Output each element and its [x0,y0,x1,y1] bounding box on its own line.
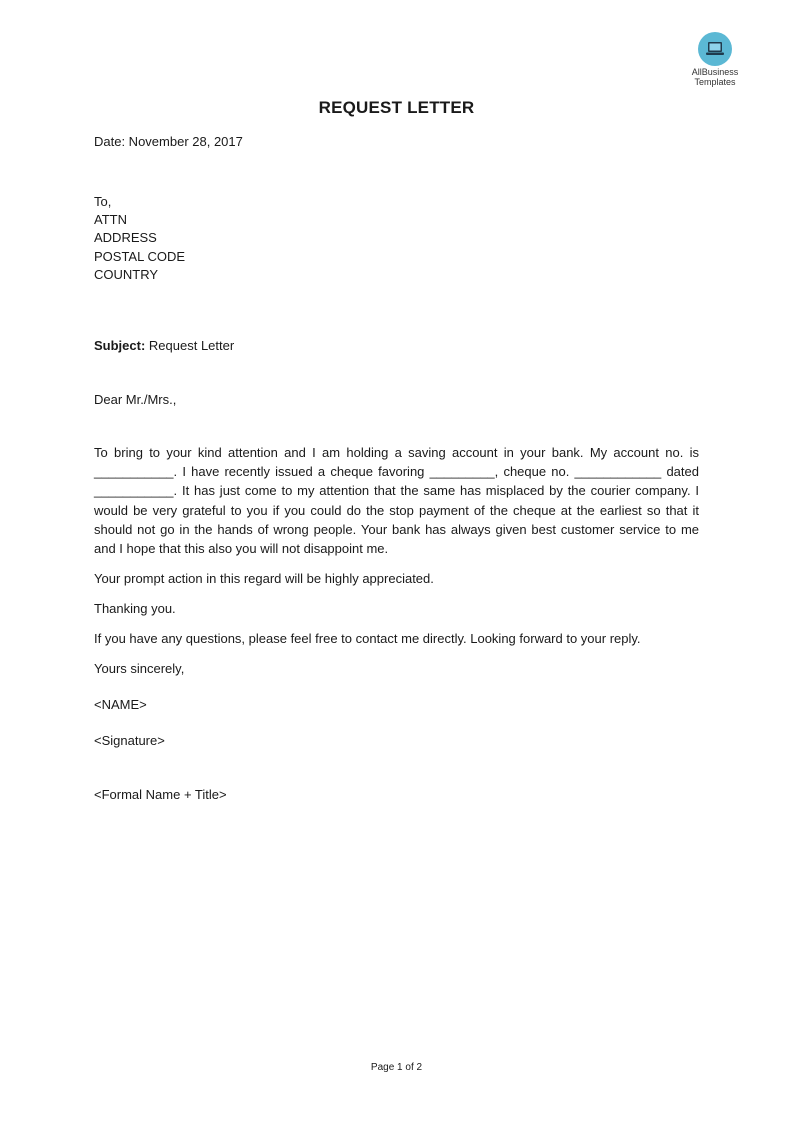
questions-line: If you have any questions, please feel free to contact me directly. Looking forward to your reply. [94,631,641,646]
greeting: Dear Mr./Mrs., [94,392,177,407]
logo-line-2: Templates [694,77,736,87]
signature-placeholder: <Signature> [94,733,165,748]
name-placeholder: <NAME> [94,697,147,712]
address-line-to: To, [94,194,112,209]
page-number: Page 1 of 2 [370,1062,423,1073]
subject-value: Request Letter [145,338,235,353]
formal-name-placeholder: <Formal Name + Title> [94,787,227,802]
allbusiness-logo [680,32,750,87]
letter-date: Date: November 28, 2017 [94,134,243,149]
recipient-address [94,193,185,284]
logo-line-1: AllBusiness [691,67,739,77]
address-line-attn: ATTN [94,212,127,228]
logo-text [680,67,750,87]
thanks-line: Thanking you. [94,601,176,616]
prompt-action-line: Your prompt action in this regard will be highly appreciated. [94,571,434,586]
body-paragraph: To bring to your kind attention and I am holding a saving account in your bank. My account no. is ___________. I have recently issued a cheque favoring _________, cheque no. ____________ dated ___________. It has just come to my attention that the same has misplaced by the courier company. I would be very grateful to you if you could do the stop payment of the cheque at the earliest so that it should not go in the hands of wrong people. Your bank has always given best customer service to me and I hope that this also you will not disappoint me. [94,445,699,557]
address-line-postal-code: POSTAL CODE [94,248,186,264]
address-line-address: ADDRESS [94,230,157,246]
closing-line: Yours sincerely, [94,661,185,676]
address-line-country: COUNTRY [94,266,159,282]
subject-line [94,337,234,355]
letter-title: REQUEST LETTER [318,98,475,117]
laptop-icon [698,32,732,66]
subject-label: Subject: [94,338,146,353]
